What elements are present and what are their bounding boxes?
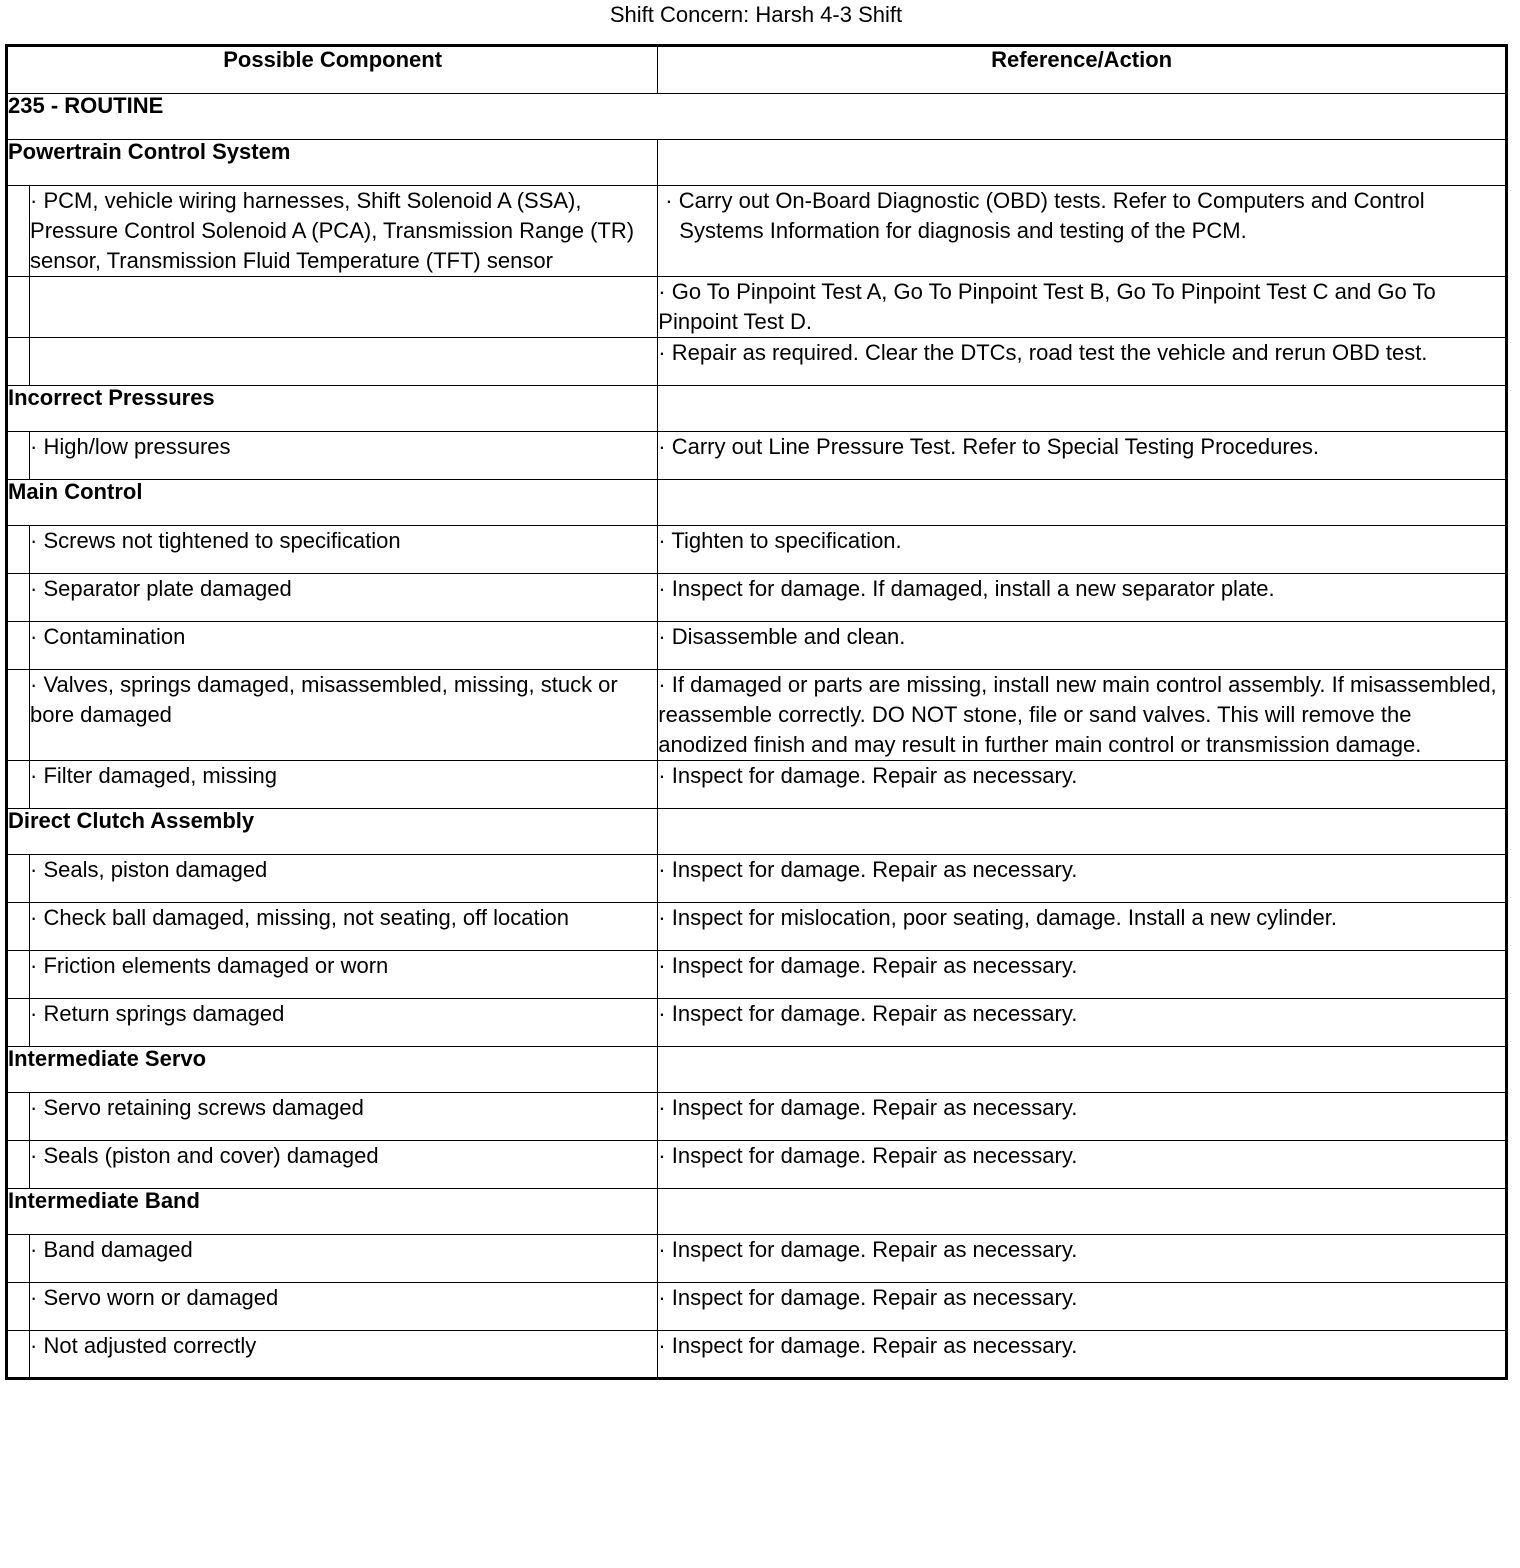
indent-cell: [7, 999, 30, 1047]
action-cell: · Inspect for damage. Repair as necessary.: [658, 1141, 1507, 1189]
table-row: [7, 761, 1507, 809]
table-row: [7, 855, 1507, 903]
action-cell: · Repair as required. Clear the DTCs, road test the vehicle and rerun OBD test.: [658, 338, 1507, 386]
section-row: [7, 140, 1507, 186]
page-title: Shift Concern: Harsh 4-3 Shift: [609, 2, 903, 27]
routine-label: 235 - ROUTINE: [7, 94, 1507, 140]
table-row: [7, 186, 1507, 277]
component-cell: · Servo worn or damaged: [30, 1283, 658, 1331]
indent-cell: [7, 186, 30, 277]
section-row: [7, 386, 1507, 432]
indent-cell: [7, 1331, 30, 1379]
table-row: [7, 432, 1507, 480]
indent-cell: [7, 855, 30, 903]
action-cell: · Inspect for mislocation, poor seating, damage. Install a new cylinder.: [658, 903, 1507, 951]
table-row: [7, 1235, 1507, 1283]
table-row: [7, 622, 1507, 670]
component-cell: · Filter damaged, missing: [30, 761, 658, 809]
action-cell: · Inspect for damage. Repair as necessary.: [658, 761, 1507, 809]
indent-cell: [7, 574, 30, 622]
component-cell: · High/low pressures: [30, 432, 658, 480]
table-row: [7, 1283, 1507, 1331]
component-cell: · Band damaged: [30, 1235, 658, 1283]
section-row: [7, 1189, 1507, 1235]
table-row: [7, 999, 1507, 1047]
section-action-empty: [658, 140, 1507, 186]
section-label: Powertrain Control System: [7, 140, 658, 186]
indent-cell: [7, 951, 30, 999]
indent-cell: [7, 903, 30, 951]
table-row: [7, 903, 1507, 951]
indent-cell: [7, 432, 30, 480]
table-row: [7, 338, 1507, 386]
indent-cell: [7, 526, 30, 574]
component-cell: · Seals, piston damaged: [30, 855, 658, 903]
action-cell: · Go To Pinpoint Test A, Go To Pinpoint Test B, Go To Pinpoint Test C and Go To Pinpoint Test D.: [658, 277, 1507, 338]
action-cell: · If damaged or parts are missing, install new main control assembly. If misassembled, reassemble correctly. DO NOT stone, file or sand valves. This will remove the anodized finish and may result in further main control or transmission damage.: [658, 670, 1507, 761]
table-body: [7, 94, 1507, 1379]
header-possible-component: Possible Component: [7, 46, 658, 94]
action-cell: · Inspect for damage. Repair as necessary.: [658, 1235, 1507, 1283]
indent-cell: [7, 622, 30, 670]
component-cell: · Valves, springs damaged, misassembled, missing, stuck or bore damaged: [30, 670, 658, 761]
component-cell: · Friction elements damaged or worn: [30, 951, 658, 999]
table-row: [7, 670, 1507, 761]
component-cell: [30, 338, 658, 386]
section-action-empty: [658, 1189, 1507, 1235]
table-row: [7, 1331, 1507, 1379]
section-action-empty: [658, 1047, 1507, 1093]
component-cell: · Return springs damaged: [30, 999, 658, 1047]
section-label: Main Control: [7, 480, 658, 526]
indent-cell: [7, 338, 30, 386]
section-label: Intermediate Band: [7, 1189, 658, 1235]
table-row: [7, 574, 1507, 622]
header-row: [7, 46, 1507, 94]
component-cell: · Separator plate damaged: [30, 574, 658, 622]
action-cell: · Inspect for damage. Repair as necessary.: [658, 1331, 1507, 1379]
indent-cell: [7, 1283, 30, 1331]
indent-cell: [7, 277, 30, 338]
component-cell: · PCM, vehicle wiring harnesses, Shift Solenoid A (SSA), Pressure Control Solenoid A (PCA), Transmission Range (TR) sensor, Transmission Fluid Temperature (TFT) sensor: [30, 186, 658, 277]
action-cell: · Inspect for damage. Repair as necessary.: [658, 951, 1507, 999]
component-cell: · Not adjusted correctly: [30, 1331, 658, 1379]
table-row: [7, 1141, 1507, 1189]
indent-cell: [7, 1093, 30, 1141]
indent-cell: [7, 761, 30, 809]
action-cell: · Inspect for damage. If damaged, install a new separator plate.: [658, 574, 1507, 622]
action-cell: · Inspect for damage. Repair as necessary.: [658, 855, 1507, 903]
section-label: Intermediate Servo: [7, 1047, 658, 1093]
shift-concern-table: [5, 44, 1508, 1380]
routine-row: [7, 94, 1507, 140]
indent-cell: [7, 1235, 30, 1283]
section-action-empty: [658, 809, 1507, 855]
action-cell: · Inspect for damage. Repair as necessary.: [658, 999, 1507, 1047]
section-label: Incorrect Pressures: [7, 386, 658, 432]
component-cell: · Contamination: [30, 622, 658, 670]
table-row: [7, 1093, 1507, 1141]
action-cell: · Carry out On-Board Diagnostic (OBD) tests. Refer to Computers and Control Systems Information for diagnosis and testing of the PCM.: [658, 186, 1507, 277]
section-row: [7, 809, 1507, 855]
action-cell: · Tighten to specification.: [658, 526, 1507, 574]
component-cell: · Seals (piston and cover) damaged: [30, 1141, 658, 1189]
section-label: Direct Clutch Assembly: [7, 809, 658, 855]
section-row: [7, 1047, 1507, 1093]
action-cell: · Inspect for damage. Repair as necessary.: [658, 1093, 1507, 1141]
component-cell: · Servo retaining screws damaged: [30, 1093, 658, 1141]
table-row: [7, 277, 1507, 338]
indent-cell: [7, 670, 30, 761]
section-row: [7, 480, 1507, 526]
component-cell: · Screws not tightened to specification: [30, 526, 658, 574]
action-cell: · Inspect for damage. Repair as necessary.: [658, 1283, 1507, 1331]
section-action-empty: [658, 480, 1507, 526]
action-cell: · Disassemble and clean.: [658, 622, 1507, 670]
section-action-empty: [658, 386, 1507, 432]
component-cell: [30, 277, 658, 338]
component-cell: · Check ball damaged, missing, not seating, off location: [30, 903, 658, 951]
indent-cell: [7, 1141, 30, 1189]
action-cell: · Carry out Line Pressure Test. Refer to Special Testing Procedures.: [658, 432, 1507, 480]
table-row: [7, 526, 1507, 574]
table-row: [7, 951, 1507, 999]
header-reference-action: Reference/Action: [658, 46, 1507, 94]
